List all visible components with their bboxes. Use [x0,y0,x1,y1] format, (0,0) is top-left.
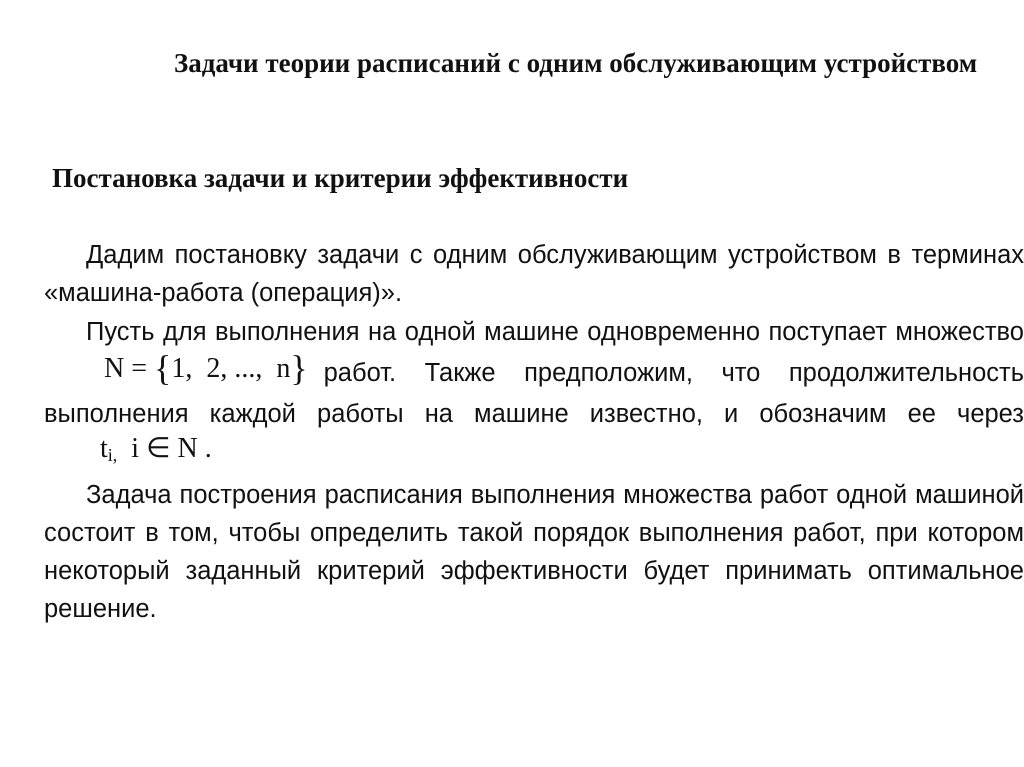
body-text [44,236,1024,628]
ti-subscript: i, [107,445,118,465]
job-set-formula [62,350,308,386]
ti-membership: i ∈ N [131,433,198,464]
ti-symbol: t [100,433,108,464]
paragraph-problem-setup-middle: работ. Также предположим, что продолжительность выполнения каждой работы на машине известно, и обозначим ее через [44,359,1024,428]
section-heading: Постановка задачи и критерии эффективности [52,163,629,193]
ti-period: . [204,433,212,464]
set-lhs: N [104,353,125,384]
set-close-brace: } [290,348,308,388]
paragraph-problem-setup-start: Пусть для выполнения на одной машине одновременно поступает множество [86,318,1024,346]
processing-time-formula [58,435,212,464]
paragraph-intro: Дадим постановку задачи с одним обслуживающим устройством в терминах «машина-работа (операция)». [44,241,1024,307]
paragraph-objective: Задача построения расписания выполнения множества работ одной машиной состоит в том, чтобы определить такой порядок выполнения работ, при котором некоторый заданный критерий эффективности будет принимать оптимальное решение. [44,481,1024,623]
paragraph-problem-setup [44,312,1024,476]
set-open-brace: { [154,348,172,388]
page-title: Задачи теории расписаний с одним обслуживающим устройством [174,48,978,78]
set-equals: = [131,353,148,384]
set-items: 1, 2, ..., n [171,353,291,384]
